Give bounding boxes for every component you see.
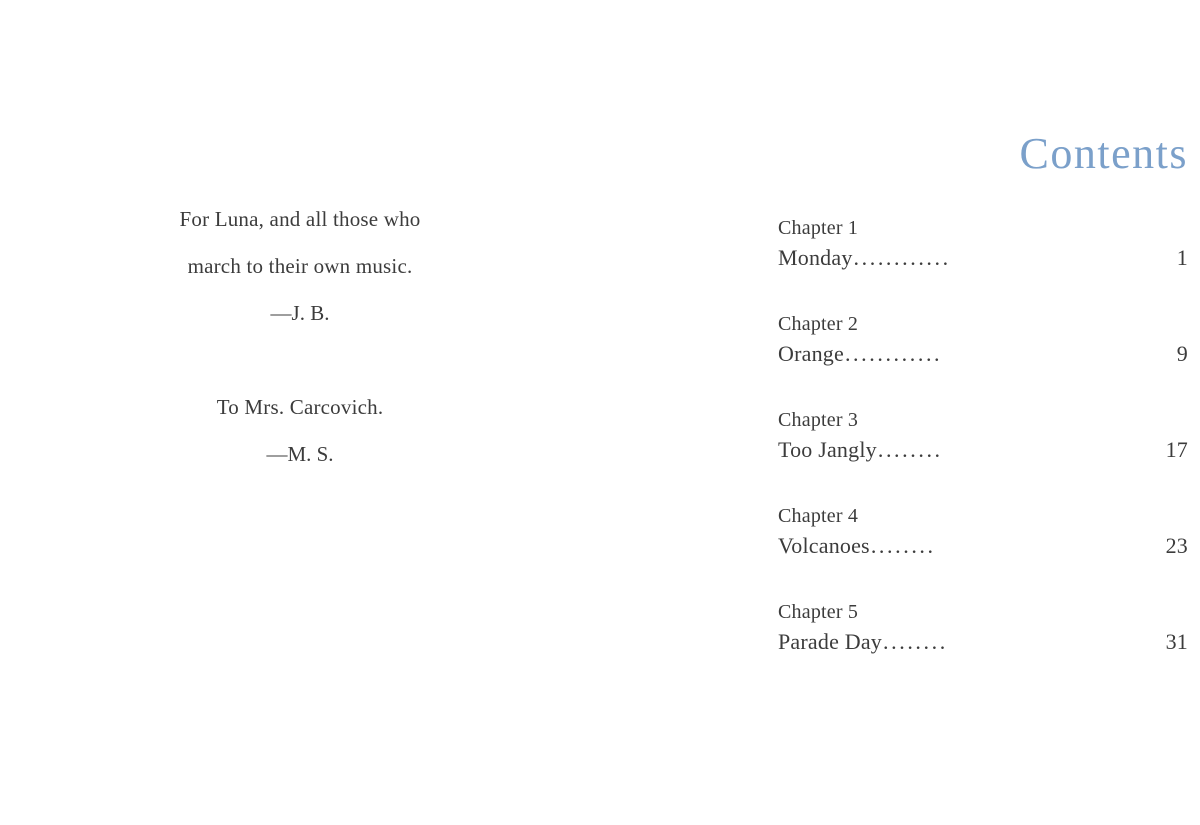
toc-chapter-label: Chapter 5: [778, 601, 859, 623]
dedication-line: For Luna, and all those who: [179, 207, 421, 231]
toc-line: [778, 531, 1188, 560]
dedication-spacer: [0, 337, 600, 384]
toc-line: [778, 627, 1188, 656]
toc-leader-dots: ............: [853, 245, 951, 270]
page-title: Contents: [1019, 129, 1188, 178]
toc-title: Monday: [778, 245, 853, 270]
toc-entry[interactable]: [778, 502, 1188, 560]
toc-page-number: 23: [1165, 533, 1188, 558]
toc-leader-dots: ........: [877, 437, 943, 462]
dedication-line: march to their own music.: [187, 254, 413, 278]
toc-leader-dots: ............: [844, 341, 943, 366]
dedication-block: [0, 196, 600, 478]
toc-page-number: 1: [1176, 245, 1188, 270]
toc-page-number: 9: [1176, 341, 1188, 366]
toc-chapter-label: Chapter 4: [778, 505, 859, 527]
dedication-signature: —M. S.: [266, 442, 334, 466]
table-of-contents: [778, 214, 1188, 694]
toc-line: [778, 339, 1188, 368]
toc-line: [778, 243, 1188, 272]
toc-title: Orange: [778, 341, 844, 366]
toc-page-number: 31: [1165, 629, 1188, 654]
toc-line: [778, 435, 1188, 464]
toc-chapter-label: Chapter 1: [778, 217, 859, 239]
contents-page: [600, 0, 1200, 825]
dedication-line: To Mrs. Carcovich.: [216, 395, 384, 419]
toc-title: Too Jangly: [778, 437, 877, 462]
toc-chapter-label: Chapter 2: [778, 313, 859, 335]
dedication-signature: —J. B.: [270, 301, 330, 325]
toc-chapter-label: Chapter 3: [778, 409, 859, 431]
toc-title: Parade Day: [778, 629, 883, 654]
toc-entry[interactable]: [778, 214, 1188, 272]
toc-entry[interactable]: [778, 406, 1188, 464]
toc-leader-dots: ........: [870, 533, 936, 558]
toc-entry[interactable]: [778, 310, 1188, 368]
toc-entry[interactable]: [778, 598, 1188, 656]
toc-leader-dots: ........: [883, 629, 948, 654]
toc-title: Volcanoes: [778, 533, 870, 558]
toc-page-number: 17: [1165, 437, 1188, 462]
